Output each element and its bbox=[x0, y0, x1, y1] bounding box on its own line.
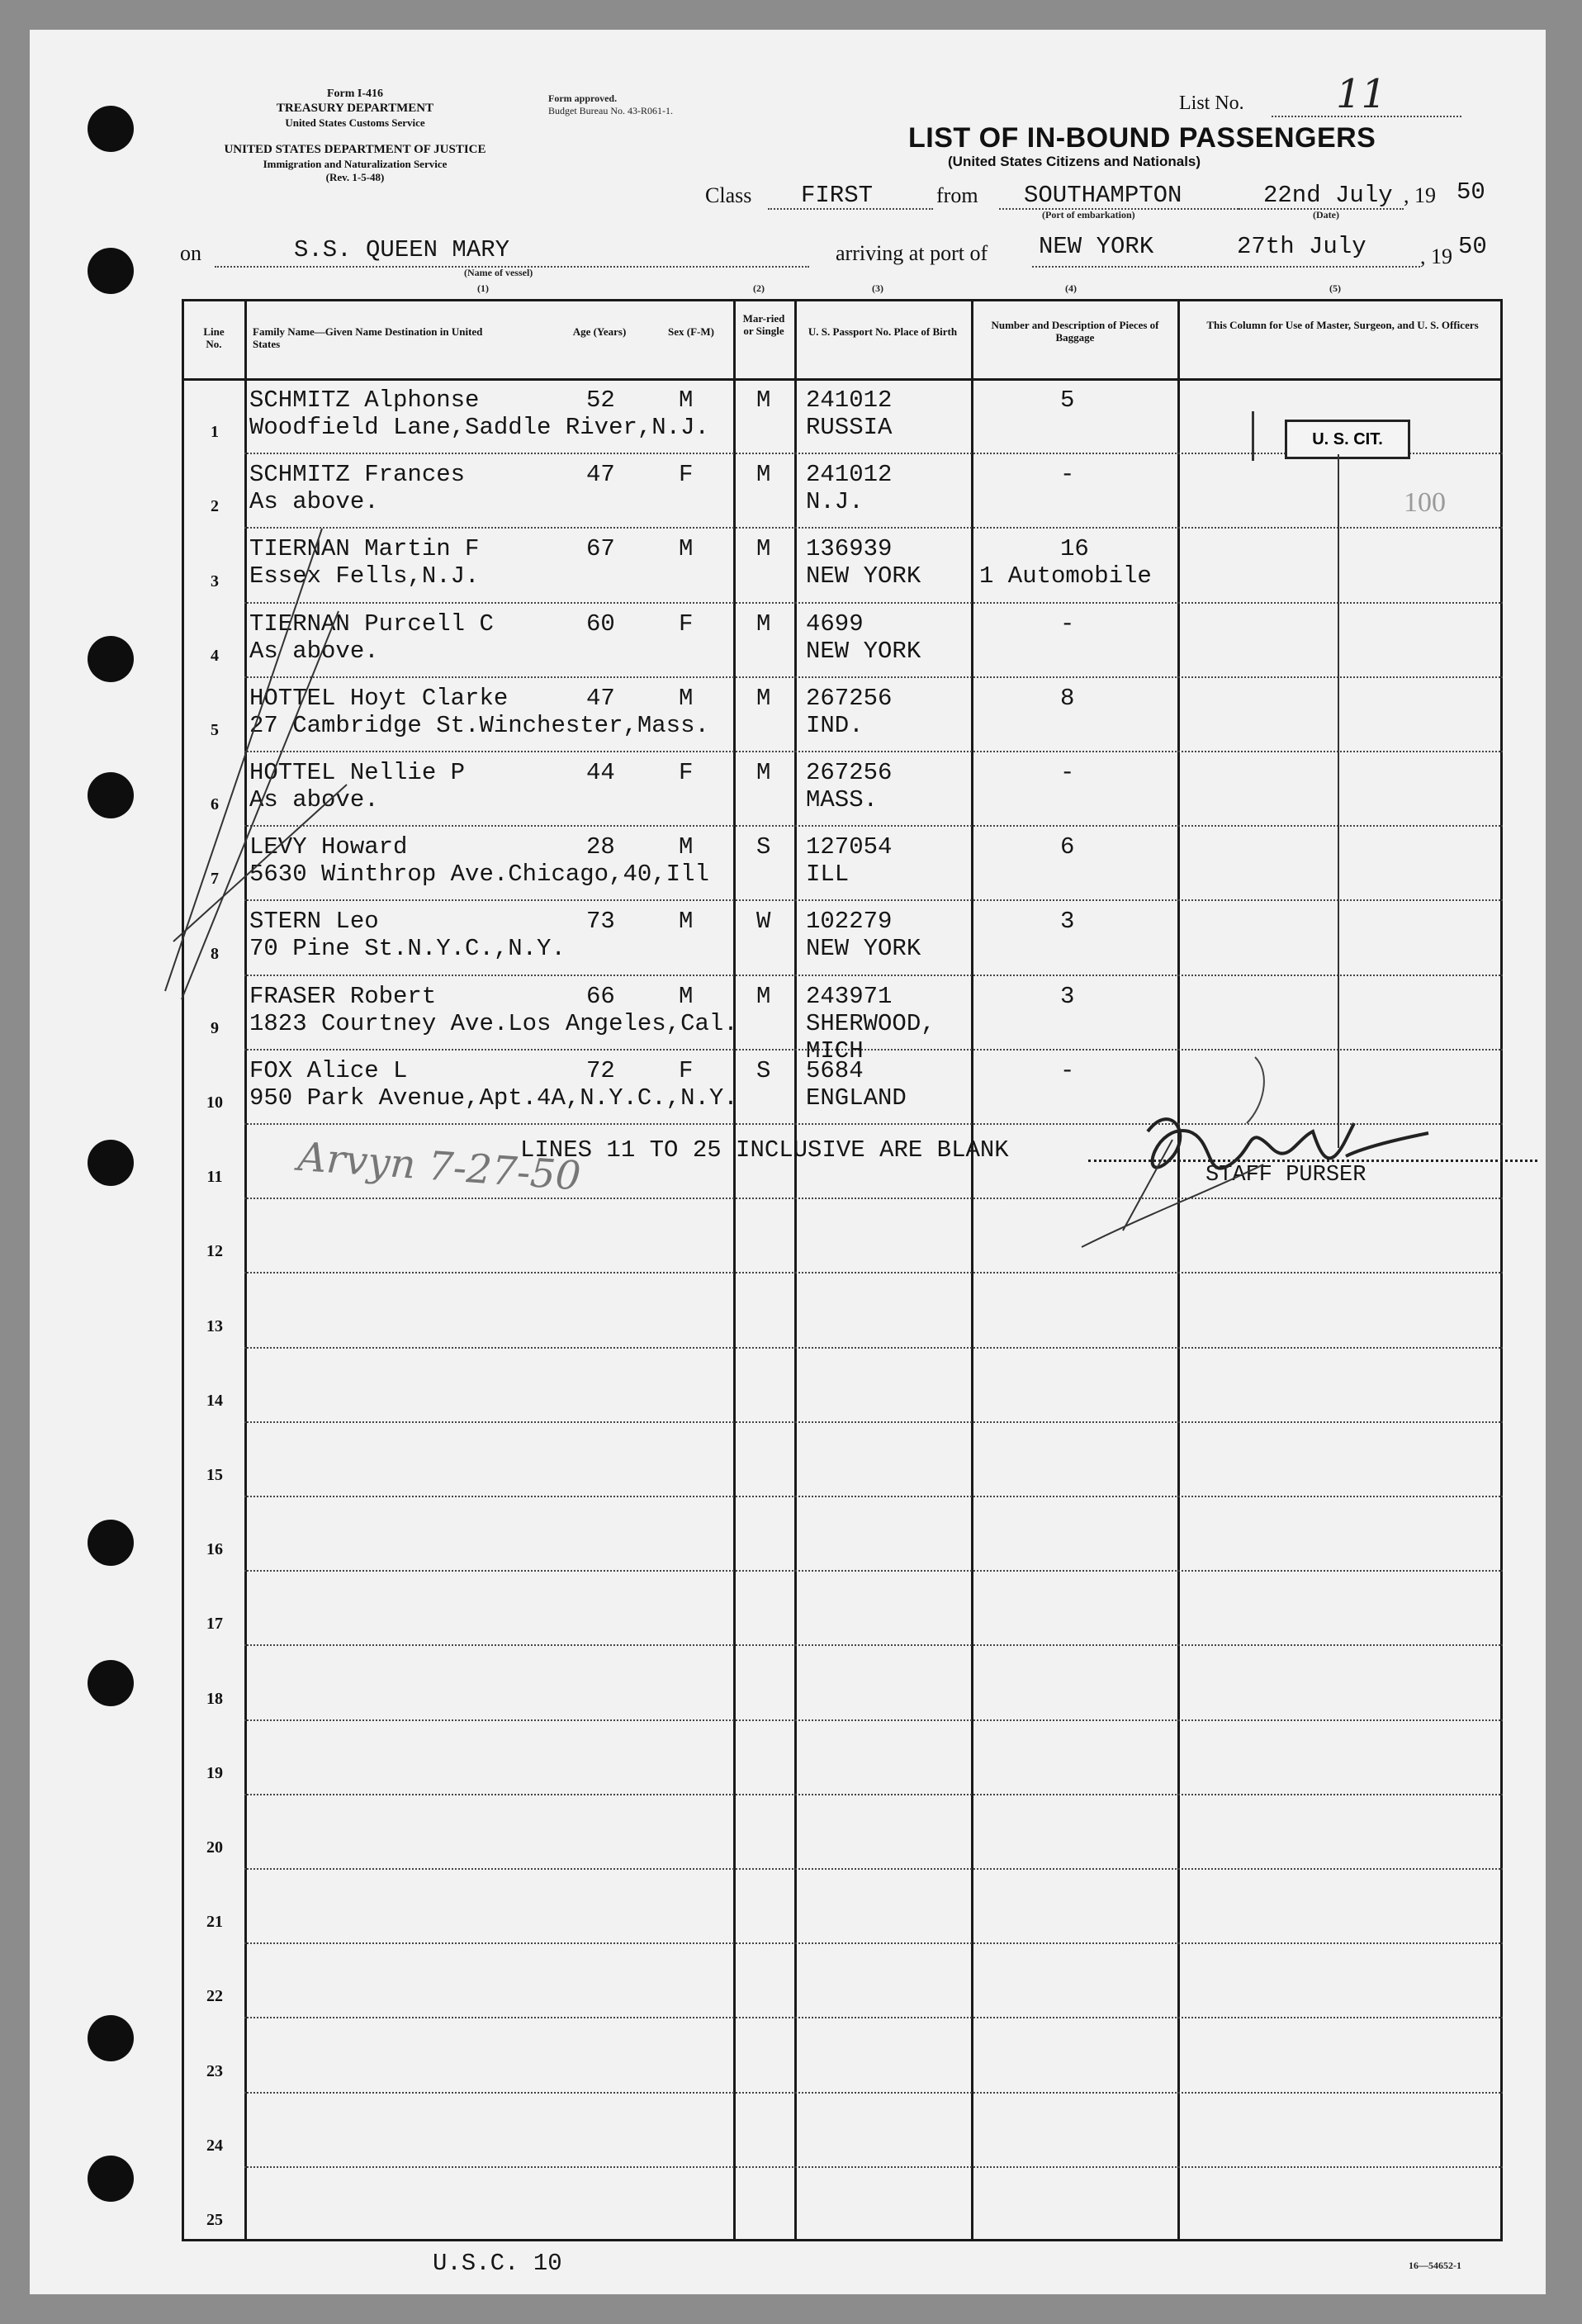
row-rule bbox=[244, 1496, 1503, 1497]
row-rule bbox=[244, 1570, 1503, 1572]
class-value: FIRST bbox=[801, 182, 874, 209]
cell-age: 47 bbox=[586, 685, 615, 712]
stamp-count: 100 bbox=[1404, 487, 1446, 518]
year-prefix-2: , 19 bbox=[1420, 244, 1452, 268]
th-passport: U. S. Passport No. Place of Birth bbox=[808, 325, 958, 338]
cell-sex: M bbox=[679, 908, 694, 935]
punch-hole bbox=[88, 2156, 134, 2202]
cell-bag: 6 bbox=[1060, 833, 1075, 861]
arrival-line bbox=[1032, 266, 1420, 268]
page-title: LIST OF IN-BOUND PASSENGERS bbox=[908, 122, 1376, 154]
from-label: from bbox=[936, 183, 978, 207]
cell-sex: F bbox=[679, 610, 694, 638]
treasury-dept: TREASURY DEPARTMENT bbox=[276, 102, 434, 115]
cell-bag: 3 bbox=[1060, 983, 1075, 1010]
line-number: 22 bbox=[206, 1987, 223, 2005]
cell-age: 72 bbox=[586, 1057, 615, 1084]
cell-age: 52 bbox=[586, 387, 615, 414]
cell-ms: W bbox=[756, 908, 771, 935]
arriving-label: arriving at port of bbox=[836, 241, 988, 265]
row-rule bbox=[244, 825, 1503, 827]
cell-dest: Woodfield Lane,Saddle River,N.J. bbox=[249, 414, 709, 441]
cell-pob: SHERWOOD, MICH bbox=[806, 1010, 935, 1065]
tally-marks bbox=[157, 512, 355, 1008]
row-rule bbox=[244, 1421, 1503, 1423]
cell-dest: 27 Cambridge St.Winchester,Mass. bbox=[249, 712, 709, 739]
row-rule bbox=[244, 751, 1503, 752]
cell-pob: NEW YORK bbox=[806, 638, 921, 665]
date-caption: (Date) bbox=[1313, 209, 1339, 221]
row-rule bbox=[244, 975, 1503, 976]
th-age: Age (Years) bbox=[572, 325, 627, 338]
port-of-embarkation: SOUTHAMPTON bbox=[1024, 182, 1182, 209]
stamp-bracket-left bbox=[1252, 411, 1262, 461]
cell-ms: M bbox=[756, 535, 771, 562]
list-no-value: 11 bbox=[1336, 71, 1387, 117]
cell-bag: - bbox=[1060, 461, 1075, 488]
line-number: 11 bbox=[206, 1168, 223, 1186]
cell-dest: 950 Park Avenue,Apt.4A,N.Y.C.,N.Y. bbox=[249, 1084, 738, 1112]
arrival-date: 27th July bbox=[1237, 233, 1366, 260]
col-divider-married bbox=[733, 299, 736, 2241]
cell-pp: 102279 bbox=[806, 908, 893, 935]
punch-hole bbox=[88, 248, 134, 294]
row-rule bbox=[244, 1868, 1503, 1870]
staff-purser: STAFF PURSER bbox=[1205, 1163, 1366, 1188]
embark-caption: (Port of embarkation) bbox=[1042, 209, 1135, 221]
row-rule bbox=[244, 1644, 1503, 1646]
embark-year: 50 bbox=[1456, 178, 1485, 206]
cell-age: 47 bbox=[586, 461, 615, 488]
cell-dest: 1823 Courtney Ave.Los Angeles,Cal. bbox=[249, 1010, 738, 1037]
th-sex: Sex (F-M) bbox=[668, 325, 714, 338]
cell-bag: 16 bbox=[1060, 535, 1089, 562]
cell-ms: M bbox=[756, 983, 771, 1010]
on-label: on bbox=[180, 241, 201, 265]
cell-ms: M bbox=[756, 461, 771, 488]
cell-sex: F bbox=[679, 461, 694, 488]
line-number: 19 bbox=[206, 1764, 223, 1782]
line-number: 18 bbox=[206, 1690, 223, 1708]
cell-sex: F bbox=[679, 1057, 694, 1084]
cell-pob: MASS. bbox=[806, 786, 879, 813]
blank-lines-note: LINES 11 TO 25 INCLUSIVE ARE BLANK bbox=[520, 1136, 1009, 1164]
punch-hole bbox=[88, 1660, 134, 1706]
list-no-label: List No. bbox=[1179, 92, 1244, 114]
budget-bureau: Budget Bureau No. 43-R061-1. bbox=[548, 105, 673, 116]
class-label: Class bbox=[705, 183, 752, 207]
port-of-arrival: NEW YORK bbox=[1039, 233, 1154, 260]
line-number: 23 bbox=[206, 2062, 223, 2080]
cell-pob: IND. bbox=[806, 712, 864, 739]
cell-bag: - bbox=[1060, 610, 1075, 638]
passenger-table bbox=[182, 299, 1503, 2241]
col-num-5: (5) bbox=[1329, 282, 1341, 294]
cell-dest: As above. bbox=[249, 786, 379, 813]
cell-bag: - bbox=[1060, 1057, 1075, 1084]
cell-dest: As above. bbox=[249, 488, 379, 515]
line-number: 9 bbox=[211, 1019, 219, 1037]
cell-pob: RUSSIA bbox=[806, 414, 893, 441]
cell-sex: F bbox=[679, 759, 694, 786]
form-number: Form I-416 bbox=[326, 88, 384, 100]
line-number: 12 bbox=[206, 1242, 223, 1260]
col-num-3: (3) bbox=[872, 282, 883, 294]
line-number: 8 bbox=[211, 945, 219, 963]
purser-signature bbox=[1049, 1041, 1437, 1255]
cell-name: HOTTEL Hoyt Clarke bbox=[249, 685, 509, 712]
punch-hole bbox=[88, 106, 134, 152]
line-number: 7 bbox=[211, 870, 219, 888]
customs-service: United States Customs Service bbox=[285, 116, 425, 129]
line-number: 24 bbox=[206, 2137, 223, 2155]
row-rule bbox=[244, 1942, 1503, 1944]
punch-hole bbox=[88, 636, 134, 682]
row-rule bbox=[244, 899, 1503, 901]
cell-name: TIERNAN Purcell C bbox=[249, 610, 494, 638]
cell-ms: M bbox=[756, 759, 771, 786]
cell-ms: M bbox=[756, 610, 771, 638]
th-name-destination: Family Name—Given Name Destination in United States bbox=[253, 325, 483, 350]
vessel-caption: (Name of vessel) bbox=[464, 267, 533, 278]
line-number: 3 bbox=[211, 572, 219, 590]
cell-ms: M bbox=[756, 387, 771, 414]
handwritten-annotation bbox=[289, 1123, 685, 1214]
us-citizen-stamp: U. S. CIT. bbox=[1285, 420, 1410, 459]
vessel-name: S.S. QUEEN MARY bbox=[294, 236, 510, 263]
row-rule bbox=[244, 602, 1503, 604]
cell-name: SCHMITZ Alphonse bbox=[249, 387, 480, 414]
row-rule bbox=[244, 1794, 1503, 1795]
cell-pob: NEW YORK bbox=[806, 562, 921, 590]
row-rule bbox=[244, 1272, 1503, 1273]
line-number: 17 bbox=[206, 1615, 223, 1633]
cell-bag: - bbox=[1060, 759, 1075, 786]
line-number: 13 bbox=[206, 1317, 223, 1335]
cell-pp: 127054 bbox=[806, 833, 893, 861]
cell-sex: M bbox=[679, 983, 694, 1010]
col-divider-passport bbox=[794, 299, 797, 2241]
print-code: 16—54652-1 bbox=[1409, 2260, 1461, 2271]
line-number: 4 bbox=[211, 647, 219, 665]
cell-sex: M bbox=[679, 833, 694, 861]
row-rule bbox=[244, 2166, 1503, 2168]
line-number: 15 bbox=[206, 1466, 223, 1484]
cell-sex: M bbox=[679, 535, 694, 562]
cell-ms: M bbox=[756, 685, 771, 712]
cell-bag: 3 bbox=[1060, 908, 1075, 935]
cell-dest: 5630 Winthrop Ave.Chicago,40,Ill bbox=[249, 861, 709, 888]
punch-hole bbox=[88, 2015, 134, 2061]
cell-name: STERN Leo bbox=[249, 908, 379, 935]
cell-pp: 5684 bbox=[806, 1057, 864, 1084]
cell-pob: ENGLAND bbox=[806, 1084, 907, 1112]
punch-hole bbox=[88, 1520, 134, 1566]
line-number: 10 bbox=[206, 1093, 223, 1112]
cell-pp: 241012 bbox=[806, 461, 893, 488]
cell-pp: 241012 bbox=[806, 387, 893, 414]
cell-ms: S bbox=[756, 1057, 771, 1084]
cell-bag: 8 bbox=[1060, 685, 1075, 712]
line-number: 2 bbox=[211, 497, 219, 515]
col-num-1: (1) bbox=[477, 282, 489, 294]
cell-sex: M bbox=[679, 685, 694, 712]
col-divider-officer bbox=[1177, 299, 1180, 2241]
justice-dept: UNITED STATES DEPARTMENT OF JUSTICE bbox=[224, 143, 486, 156]
cell-age: 28 bbox=[586, 833, 615, 861]
th-baggage: Number and Description of Pieces of Baggage bbox=[991, 319, 1159, 344]
cell-age: 44 bbox=[586, 759, 615, 786]
cell-name: FRASER Robert bbox=[249, 983, 437, 1010]
cell-pob: ILL bbox=[806, 861, 850, 888]
cell-pp: 267256 bbox=[806, 759, 893, 786]
header-rule bbox=[182, 378, 1503, 381]
cell-bag: 5 bbox=[1060, 387, 1075, 414]
form-approved: Form approved. bbox=[548, 92, 618, 104]
col-divider-baggage bbox=[971, 299, 973, 2241]
th-married: Mar-ried or Single bbox=[742, 312, 785, 337]
line-number: 14 bbox=[206, 1392, 223, 1410]
row-rule bbox=[244, 1719, 1503, 1721]
arrival-year: 50 bbox=[1458, 233, 1487, 260]
cell-bag2: 1 Automobile bbox=[979, 562, 1152, 590]
page-subtitle: (United States Citizens and Nationals) bbox=[948, 154, 1201, 169]
punch-hole bbox=[88, 772, 134, 818]
th-line-no: Line No. bbox=[203, 325, 225, 350]
handwritten-text: Arvyn 7-27-50 bbox=[296, 1133, 583, 1200]
row-rule bbox=[244, 1347, 1503, 1349]
cell-name: HOTTEL Nellie P bbox=[249, 759, 466, 786]
cell-dest: Essex Fells,N.J. bbox=[249, 562, 480, 590]
cell-dest: 70 Pine St.N.Y.C.,N.Y. bbox=[249, 935, 566, 962]
line-number: 1 bbox=[211, 423, 219, 441]
line-number: 16 bbox=[206, 1540, 223, 1558]
cell-pob: N.J. bbox=[806, 488, 864, 515]
row-rule bbox=[244, 527, 1503, 529]
line-number: 21 bbox=[206, 1913, 223, 1931]
line-number: 6 bbox=[211, 795, 219, 813]
ins-service: Immigration and Naturalization Service bbox=[263, 158, 448, 170]
cell-pp: 267256 bbox=[806, 685, 893, 712]
cell-pp: 243971 bbox=[806, 983, 893, 1010]
row-rule bbox=[244, 2092, 1503, 2094]
row-rule bbox=[244, 676, 1503, 678]
embark-date: 22nd July bbox=[1263, 182, 1393, 209]
cell-age: 66 bbox=[586, 983, 615, 1010]
cell-name: FOX Alice L bbox=[249, 1057, 408, 1084]
col-num-2: (2) bbox=[753, 282, 765, 294]
col-num-4: (4) bbox=[1065, 282, 1077, 294]
cell-dest: As above. bbox=[249, 638, 379, 665]
usc-number: U.S.C. 10 bbox=[433, 2250, 562, 2277]
cell-age: 60 bbox=[586, 610, 615, 638]
cell-age: 73 bbox=[586, 908, 615, 935]
th-officer-use: This Column for Use of Master, Surgeon, and U. S. Officers bbox=[1206, 319, 1479, 331]
cell-name: LEVY Howard bbox=[249, 833, 408, 861]
cell-name: TIERNAN Martin F bbox=[249, 535, 480, 562]
cell-ms: S bbox=[756, 833, 771, 861]
cell-sex: M bbox=[679, 387, 694, 414]
punch-hole bbox=[88, 1140, 134, 1186]
row-rule bbox=[244, 2017, 1503, 2018]
cell-age: 67 bbox=[586, 535, 615, 562]
line-number: 25 bbox=[206, 2211, 223, 2229]
cell-pp: 4699 bbox=[806, 610, 864, 638]
year-prefix-1: , 19 bbox=[1404, 183, 1436, 207]
line-number: 20 bbox=[206, 1838, 223, 1857]
cell-name: SCHMITZ Frances bbox=[249, 461, 466, 488]
revision: (Rev. 1-5-48) bbox=[325, 171, 385, 183]
line-number: 5 bbox=[211, 721, 219, 739]
cell-pob: NEW YORK bbox=[806, 935, 921, 962]
cell-pp: 136939 bbox=[806, 535, 893, 562]
